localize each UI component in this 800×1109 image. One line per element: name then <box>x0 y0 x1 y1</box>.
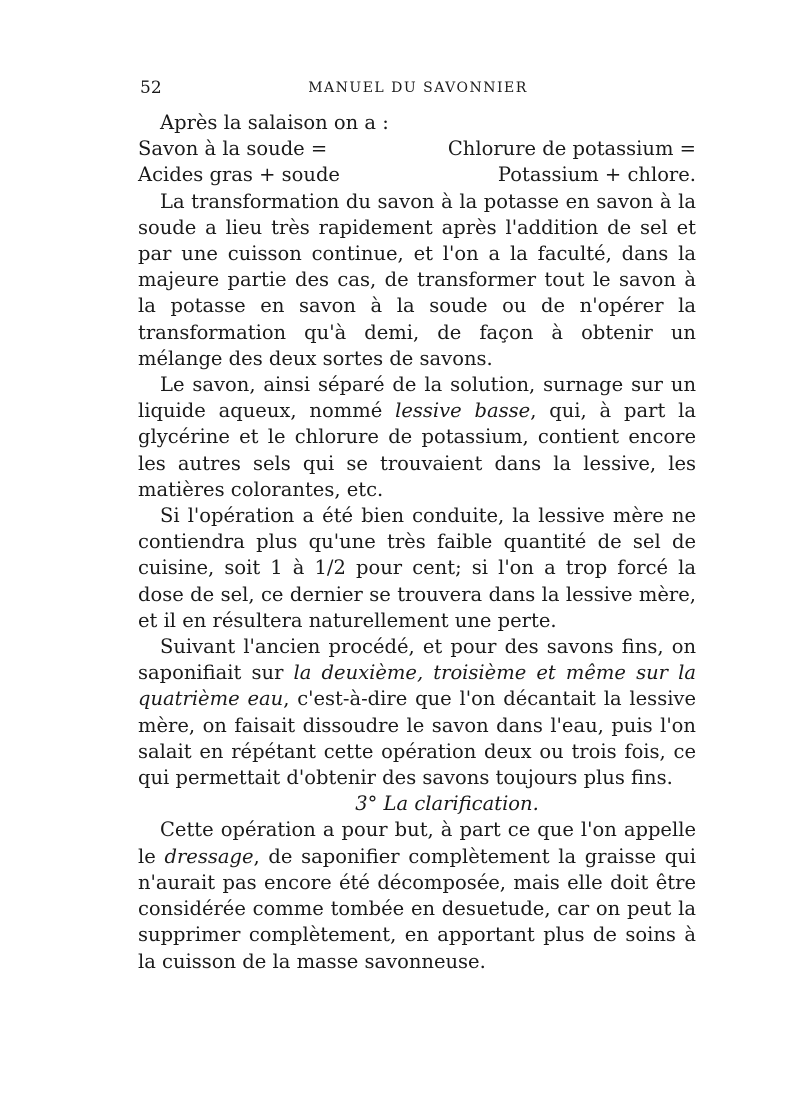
equation-left-1: Savon à la soude = <box>138 137 328 161</box>
paragraph-ancien-procede <box>138 634 696 791</box>
italic-term: la deuxième, troisième et même sur la quatrième eau <box>138 661 697 711</box>
equation-left-2: Acides gras + soude <box>138 163 340 187</box>
page-number: 52 <box>140 78 162 98</box>
italic-term: dressage <box>164 844 254 868</box>
paragraph-text: Cette opération a pour but, à part ce que l'on appelle le <box>138 818 696 868</box>
paragraph-lessive-mere: Si l'opération a été bien conduite, la lessive mère ne contiendra plus qu'une très faible quantité de sel de cuisine, soit 1 à 1/2 pour cent; si l'on a trop forcé la dose de sel, ce dernier se trouvera dans la lessive mère, et il en résultera naturellement une perte. <box>138 504 696 632</box>
body-text <box>138 110 696 975</box>
running-title: MANUEL DU SAVONNIER <box>308 80 528 96</box>
paragraph-text: Le savon, ainsi séparé de la solution, surnage sur un liquide aqueux, nommé <box>138 373 696 423</box>
equation-line-1 <box>138 136 696 162</box>
paragraph-clarification <box>138 817 696 974</box>
paragraph-text: Suivant l'ancien procédé, et pour des savons fins, on saponifiait sur <box>138 635 696 685</box>
equation-line-2 <box>138 162 696 188</box>
equation-right-2: Potassium + chlore. <box>497 163 696 187</box>
paragraph-lessive-basse <box>138 372 696 503</box>
paragraph-text: , de saponifier complètement la graisse qui n'aurait pas encore été décomposée, mais elle doit être considérée comme tombée en desuetude, car on peut la supprimer complètement, en apportant plus de soins à la cuisson de la masse savonneuse. <box>138 844 696 973</box>
equation-right-1: Chlorure de potassium = <box>447 137 696 161</box>
paragraph-text: , c'est-à-dire que l'on décantait la lessive mère, on faisait dissoudre le savon dans l'eau, puis l'on salait en répétant cette opération deux ou trois fois, ce qui permettait d'obtenir des savons toujours plus fins. <box>138 687 696 790</box>
paragraph-text: , qui, à part la glycérine et le chlorure de potassium, contient encore les autres sels qui se trouvaient dans la lessive, les matières colorantes, etc. <box>138 399 696 501</box>
intro-line: Après la salaison on a : <box>160 111 389 134</box>
italic-term: lessive basse <box>395 399 531 423</box>
section-heading: 3° La clarification. <box>355 792 539 816</box>
paragraph-transformation: La transformation du savon à la potasse en savon à la soude a lieu très rapidement après l'addition de sel et par une cuisson continue, et l'on a la faculté, dans la majeure partie des cas, de transformer tout le savon à la potasse en savon à la soude ou de n'opérer la transformation qu'à demi, de façon à obtenir un mélange des deux sortes de savons. <box>138 189 696 370</box>
running-head <box>140 78 696 102</box>
